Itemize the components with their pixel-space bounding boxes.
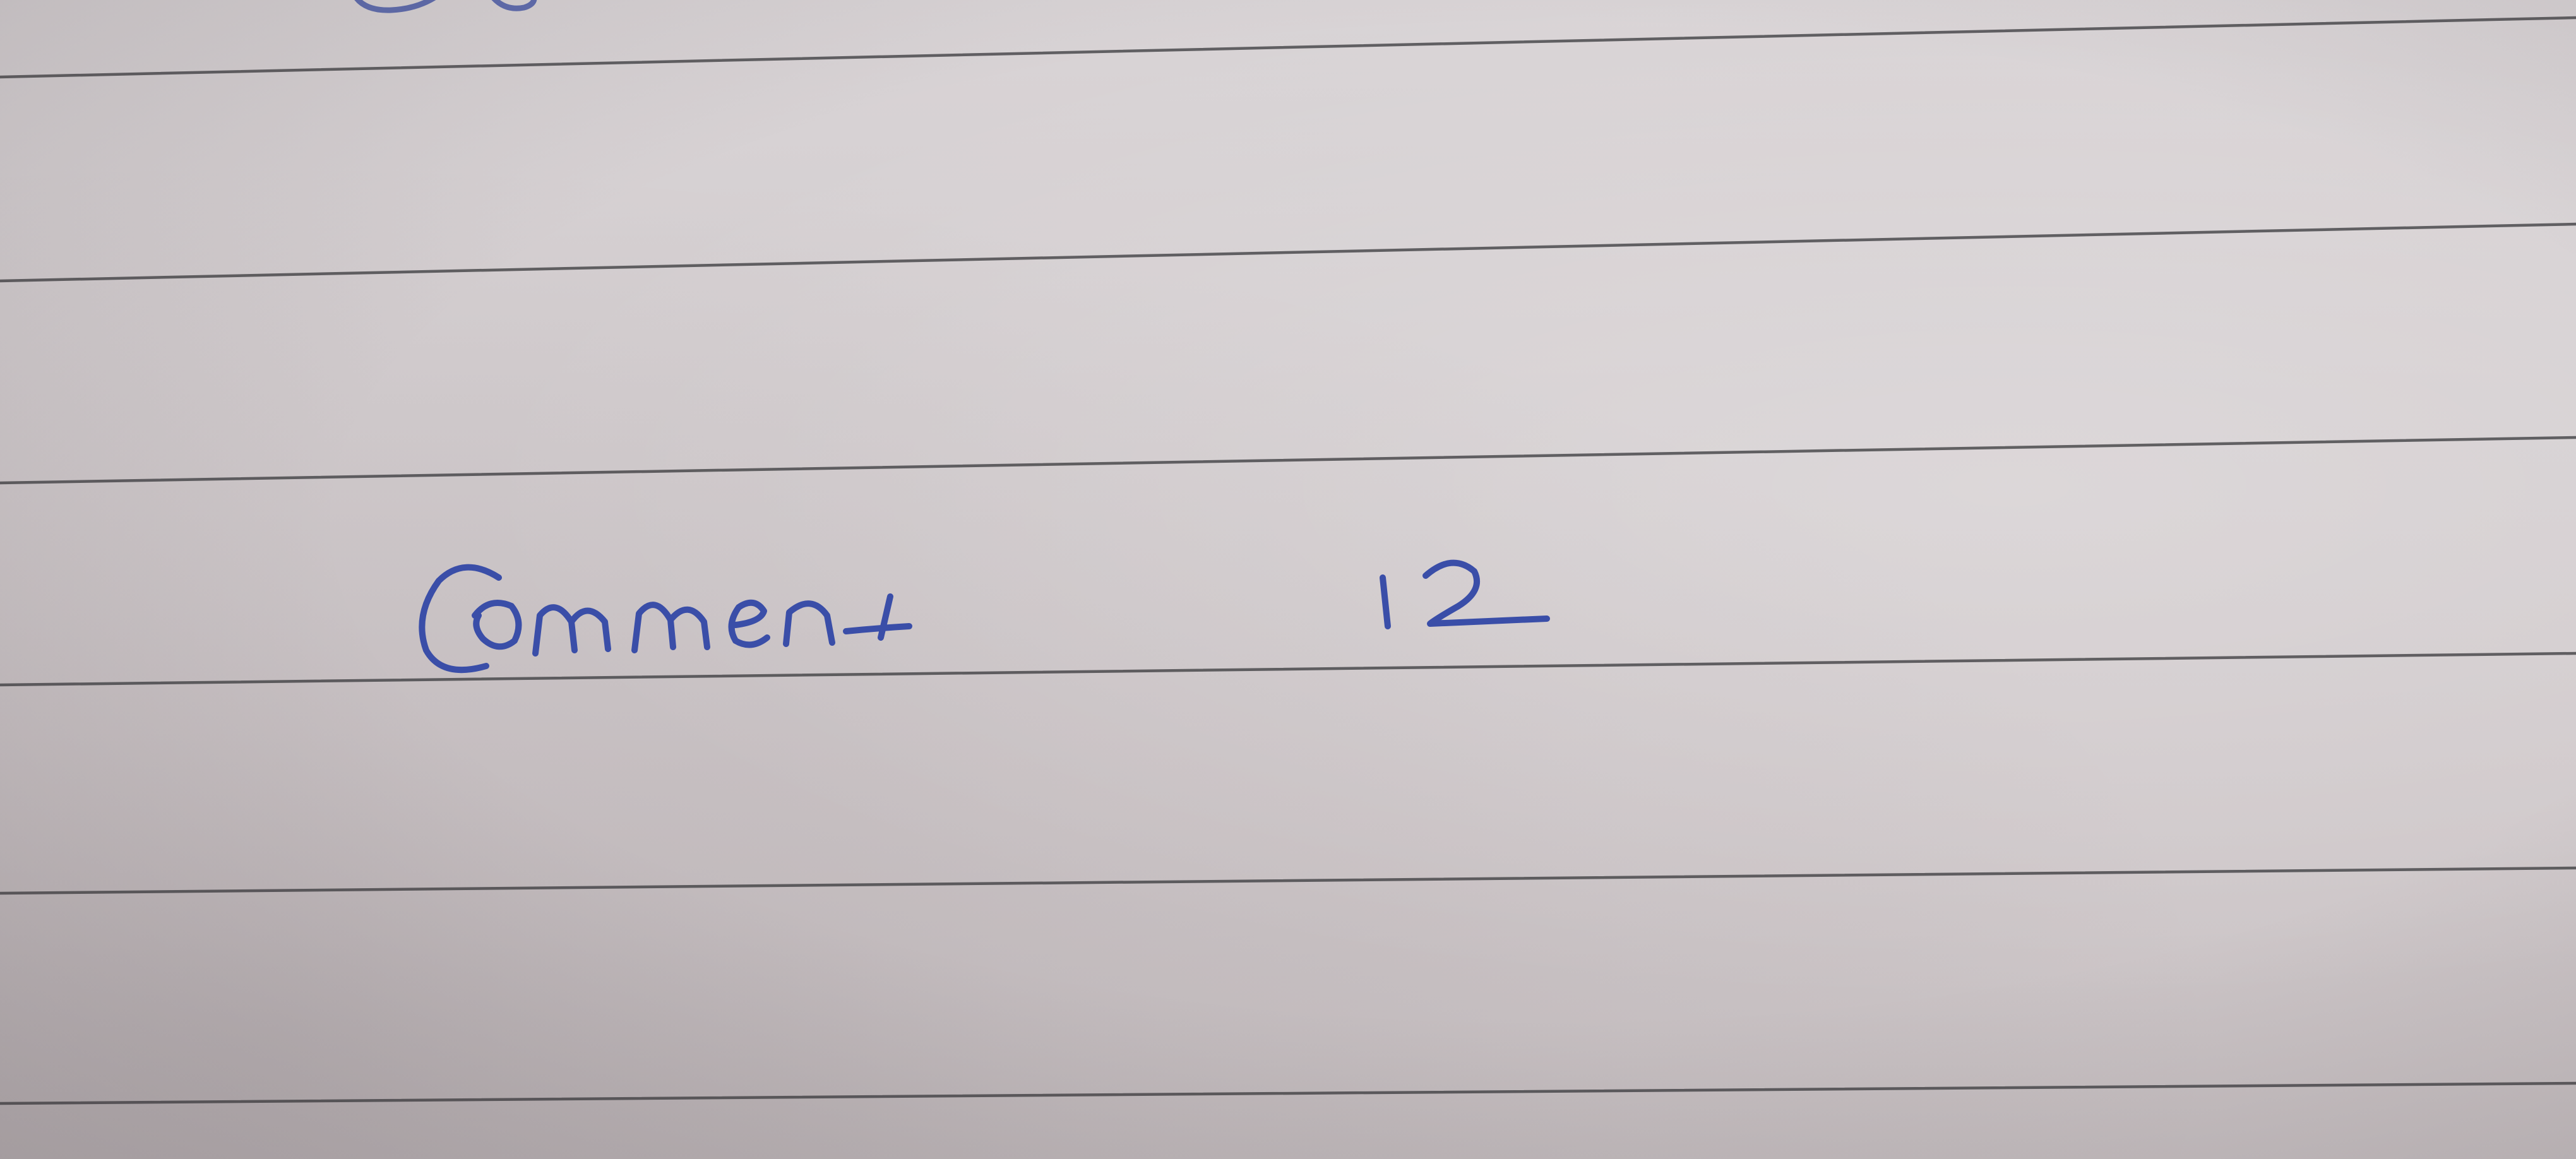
rule-line — [0, 868, 2576, 893]
top-partial-handwriting — [354, 0, 534, 10]
letter-t — [881, 597, 890, 638]
letter-m1 — [535, 607, 608, 653]
rule-line — [0, 1083, 2576, 1103]
digit-1 — [1383, 578, 1388, 626]
rule-line — [0, 18, 2576, 77]
digit-2 — [1426, 563, 1547, 624]
letter-n — [786, 603, 832, 644]
letter-o — [475, 603, 518, 646]
rule-line — [0, 437, 2576, 483]
rule-line — [0, 224, 2576, 281]
letter-e — [732, 603, 767, 645]
letter-c — [422, 568, 499, 670]
letter-t-bar — [846, 626, 909, 631]
rule-lines — [0, 18, 2576, 1103]
letter-m2 — [635, 605, 707, 650]
rule-line — [0, 653, 2576, 685]
handwritten-text — [422, 563, 1547, 670]
